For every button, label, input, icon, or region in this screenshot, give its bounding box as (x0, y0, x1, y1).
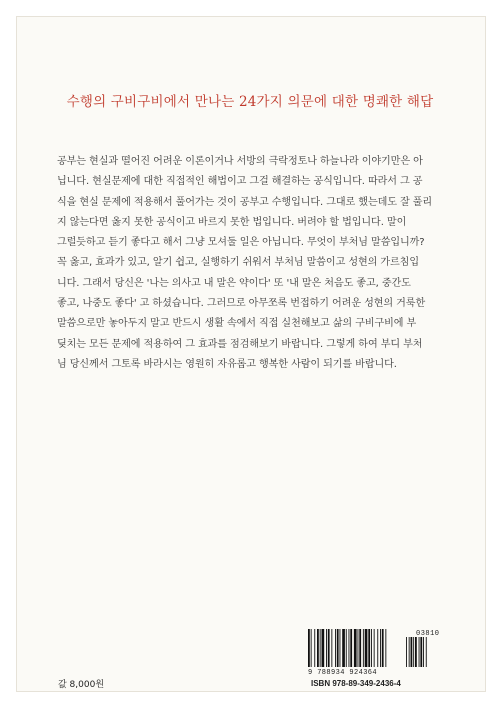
body-line: 좋고, 나중도 좋다' 고 하셨습니다. 그러므로 아무쪼록 번접하기 어려운 성현의 거룩한 (57, 298, 426, 310)
body-line: 닙니다. 현실문제에 대한 직접적인 해법이고 그걸 해결하는 공식입니다. 따라서 그 공 (57, 176, 423, 188)
body-line: 식을 현실 문제에 적용해서 풀어가는 것이 공부고 수행입니다. 그대로 했는데도 잘 풀리 (57, 196, 433, 208)
body-line: 말씀으로만 놓아두지 말고 반드시 생활 속에서 직접 실천해보고 삶의 구비구비에 부 (57, 318, 417, 330)
body-line: 지 않는다면 옳지 못한 공식이고 바르지 못한 법입니다. 버려야 할 법입니다. 말이 (57, 216, 407, 228)
body-line: 공부는 현실과 떨어진 어려운 이론이거나 서방의 극락정토나 하늘나라 이야기만은 아 (57, 156, 423, 167)
isbn-number: ISBN 978-89-349-2436-4 (311, 679, 401, 688)
headline: 수행의 구비구비에서 만나는 24가지 의문에 대한 명쾌한 해답 (66, 94, 434, 110)
body-line: 니다. 그래서 당신은 '나는 의사고 내 말은 약이다' 또 '내 말은 처음도 좋고, 중간도 (57, 277, 411, 289)
body-text (57, 152, 445, 375)
body-line: 꼭 옳고, 효과가 있고, 알기 쉽고, 실행하기 쉬워서 부처님 말씀이고 성현의 가르침입 (57, 257, 419, 269)
body-line: 딪치는 모든 문제에 적용하여 그 효과를 점검해보기 바랍니다. 그렇게 하여 부디 부처 (57, 338, 423, 350)
body-line: 그럴듯하고 듣기 좋다고 해서 그냥 모셔둘 일은 아닙니다. 무엇이 부처님 말씀입니까? (57, 237, 425, 249)
price-label: 값 8,000원 (58, 680, 105, 690)
body-line: 님 당신께서 그토록 바라시는 영원히 자유롭고 행복한 사람이 되기를 바랍니다. (57, 358, 397, 370)
barcode-digits: 9 788934 924364 (308, 669, 378, 677)
barcode-addon-digits: 03810 (416, 630, 440, 638)
